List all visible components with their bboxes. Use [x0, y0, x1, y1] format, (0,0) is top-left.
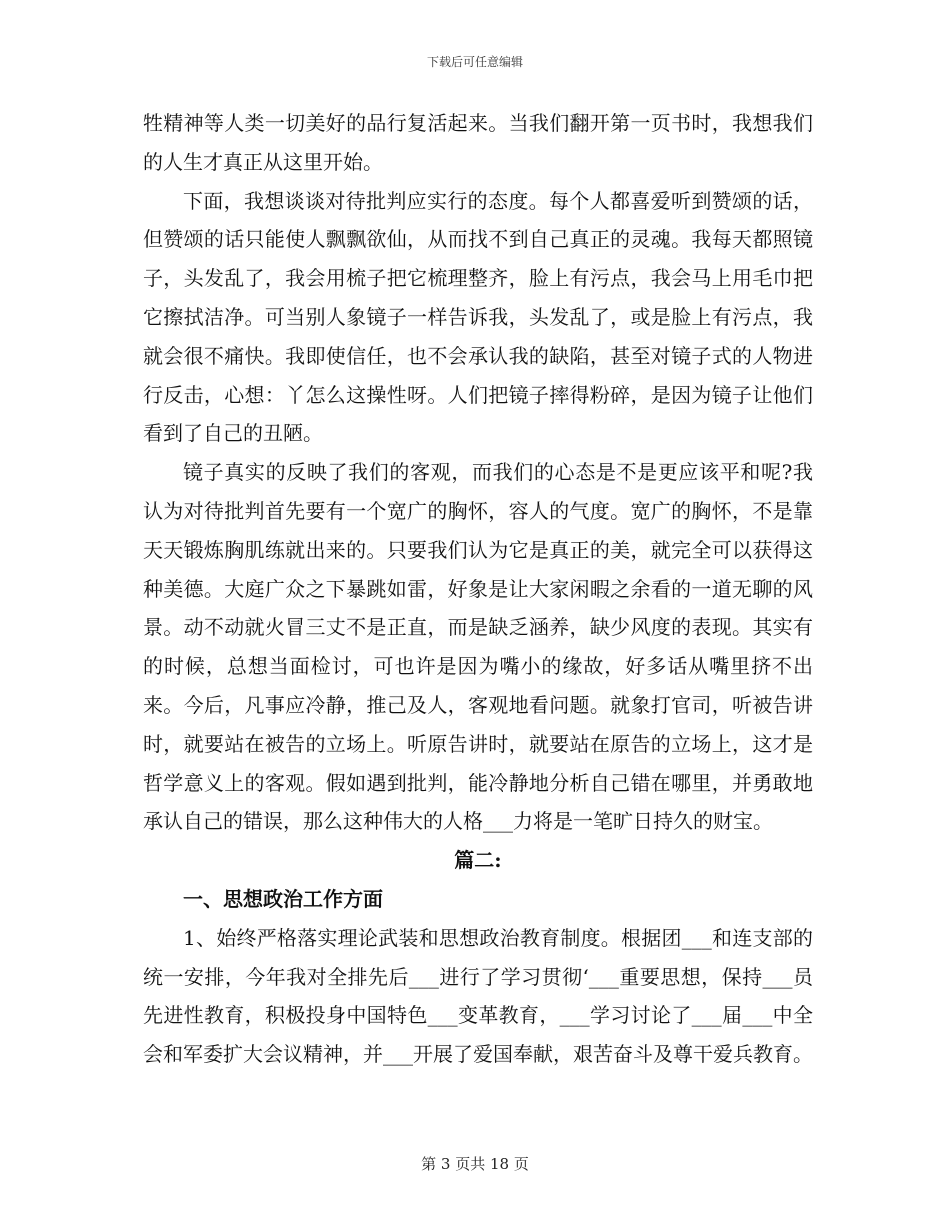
- section-title: 篇二:: [454, 848, 502, 873]
- page-header: 下载后可任意编辑: [426, 55, 523, 69]
- paragraph-political-education: 1、始终严格落实理论武装和思想政治教育制度。根据团___和连支部的统一安排，今年我对全排先后___进行了学习贯彻‘___重要思想，保持___员先进性教育，积极投身中国特色___变革教育，___学习讨论了___届___中全会和军委扩大会议精神，并___开展了爱国奉献，艰苦奋斗及尊干爱兵教育。: [143, 925, 813, 1067]
- document-body: [143, 104, 813, 1074]
- page-footer: 第 3 页共 18 页: [421, 1155, 529, 1173]
- paragraph-continuation: 牲精神等人类一切美好的品行复活起来。当我们翻开第一页书时，我想我们的人生才真正从这里开始。: [143, 111, 813, 174]
- section-subheading: 一、思想政治工作方面: [183, 886, 383, 911]
- paragraph-criticism-attitude: 下面，我想谈谈对待批判应实行的态度。每个人都喜爱听到赞颂的话，但赞颂的话只能使人飘飘欲仙，从而找不到自己真正的灵魂。我每天都照镜子，头发乱了，我会用梳子把它梳理整齐，脸上有污点，我会马上用毛巾把它擦拭洁净。可当别人象镜子一样告诉我，头发乱了，或是脸上有污点，我就会很不痛快。我即使信任，也不会承认我的缺陷，甚至对镜子式的人物进行反击，心想：丫怎么这操性呀。人们把镜子摔得粉碎，是因为镜子让他们看到了自己的丑陋。: [143, 188, 813, 446]
- paragraph-mirror-reflection: 镜子真实的反映了我们的客观，而我们的心态是不是更应该平和呢?我认为对待批判首先要有一个宽广的胸怀，容人的气度。宽广的胸怀，不是靠天天锻炼胸肌练就出来的。只要我们认为它是真正的美，就完全可以获得这种美德。大庭广众之下暴跳如雷，好象是让大家闲暇之余看的一道无聊的风景。动不动就火冒三丈不是正直，而是缺乏涵养，缺少风度的表现。其实有的时候，总想当面检讨，可也许是因为嘴小的缘故，好多话从嘴里挤不出来。今后，凡事应冷静，推己及人，客观地看问题。就象打官司，听被告讲时，就要站在被告的立场上。听原告讲时，就要站在原告的立场上，这才是哲学意义上的客观。假如遇到批判，能冷静地分析自己错在哪里，并勇敢地承认自己的错误，那么这种伟大的人格___力将是一笔旷日持久的财宝。: [143, 460, 813, 834]
